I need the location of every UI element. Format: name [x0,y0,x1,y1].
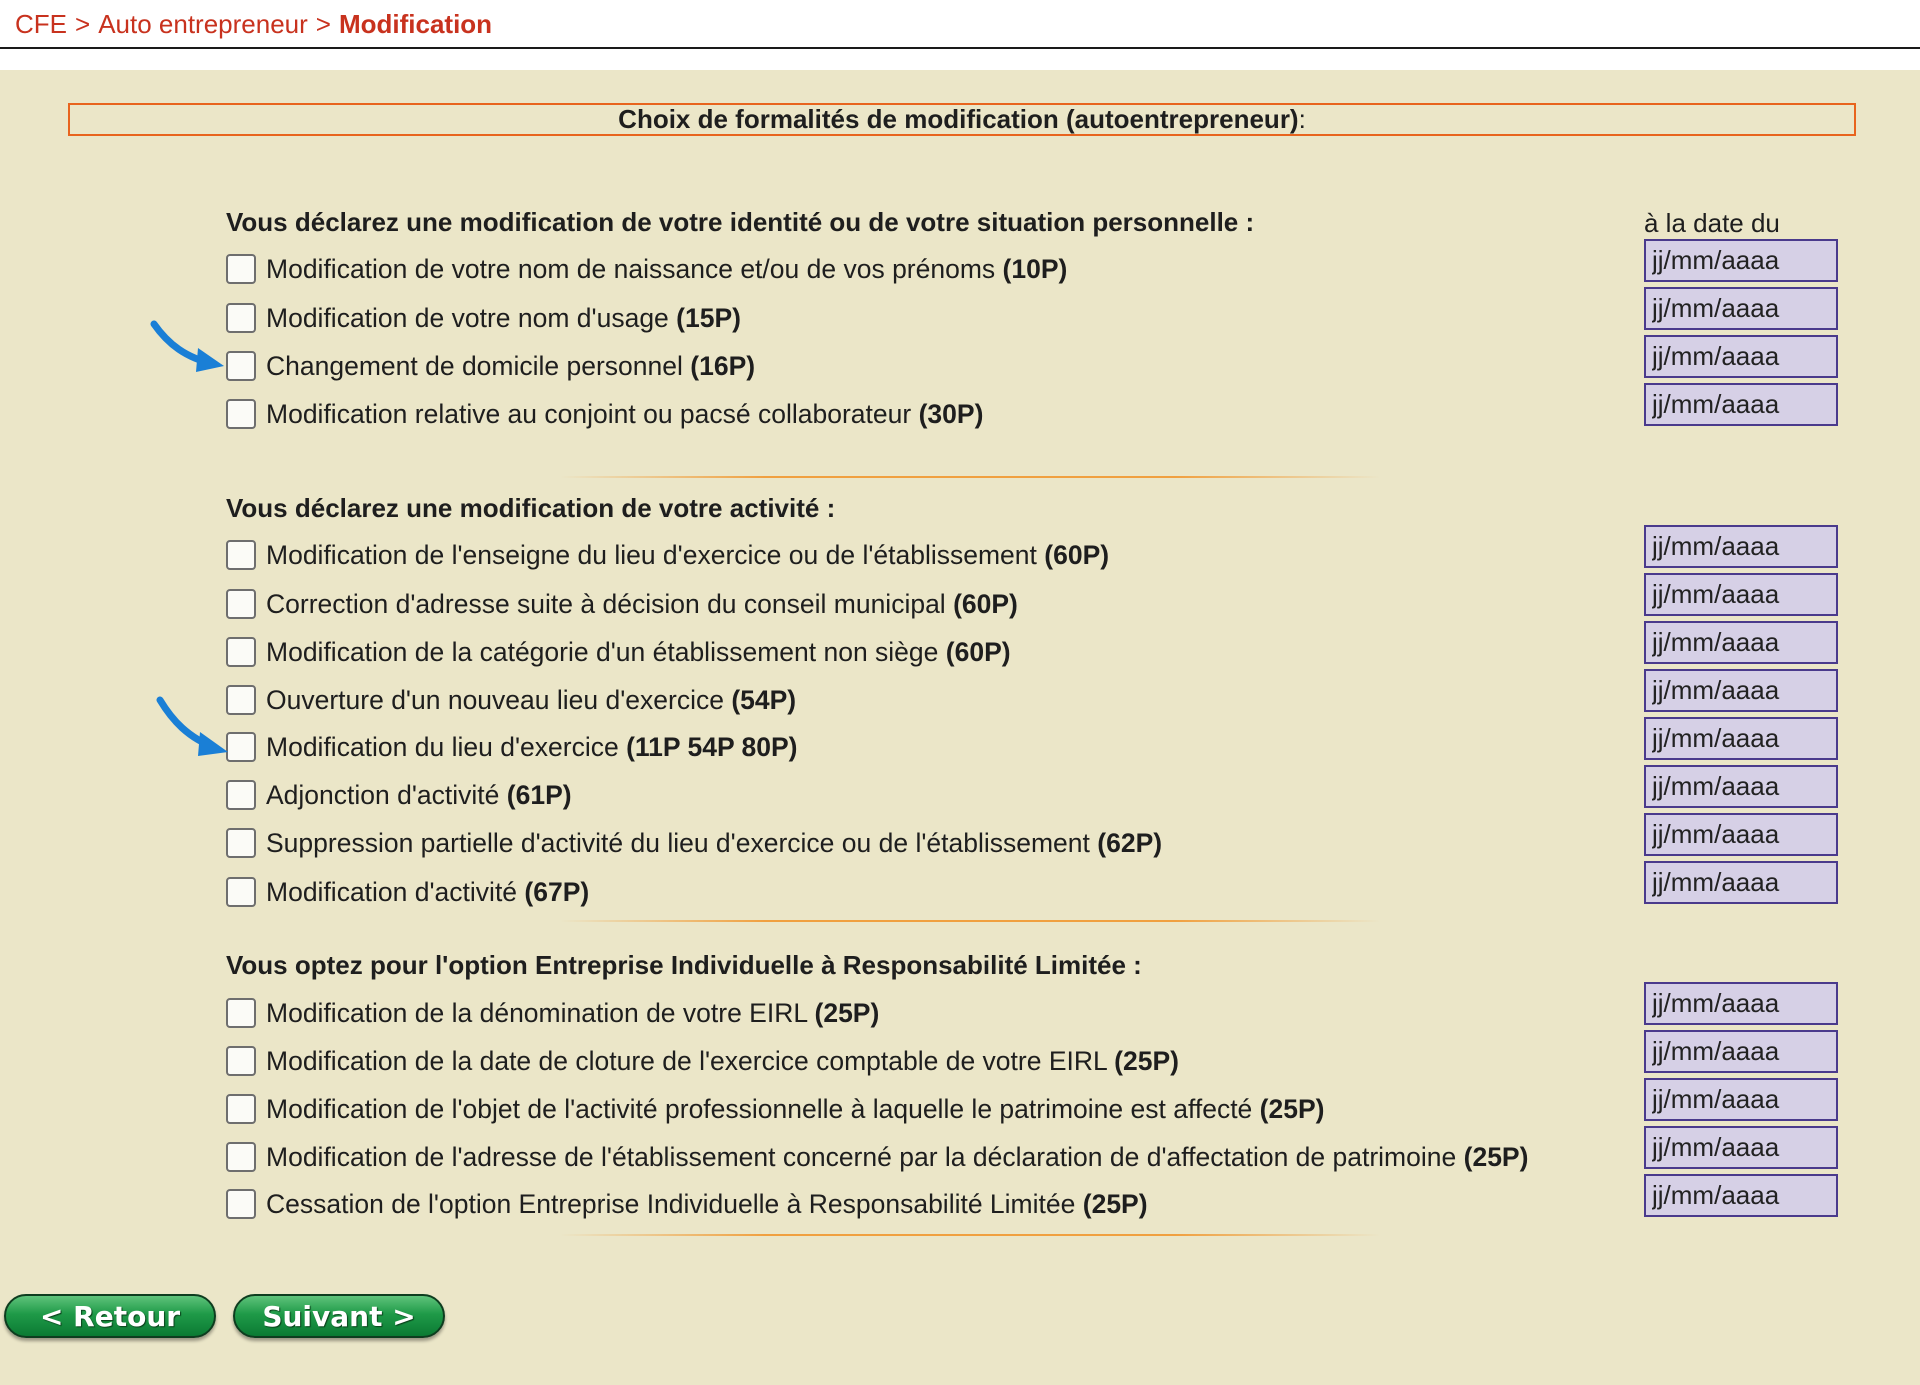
option-label: Modification de l'objet de l'activité professionnelle à laquelle le patrimoine est affecté [266,1093,1253,1124]
breadcrumb-cfe[interactable]: CFE [15,8,67,39]
annotation-arrow-icon [156,696,234,758]
option-code: (16P) [690,350,756,381]
option-row [226,823,1162,863]
option-code: (10P) [1002,253,1068,284]
option-label: Modification relative au conjoint ou pacsé collaborateur [266,398,912,429]
form-title-text: Choix de formalités de modification (autoentrepreneur) [618,104,1299,134]
option-label: Modification d'activité [266,876,518,907]
checkbox-15p[interactable] [226,303,256,333]
option-code: (30P) [918,398,984,429]
date-input-25p-cloture[interactable] [1644,1030,1838,1073]
checkbox-25p-denomination[interactable] [226,998,256,1028]
checkbox-10p[interactable] [226,254,256,284]
date-input-30p[interactable] [1644,383,1838,426]
breadcrumb-separator: > [315,8,331,39]
option-row [226,993,879,1033]
option-row [226,1041,1179,1081]
section-heading-eirl: Vous optez pour l'option Entreprise Individuelle à Responsabilité Limitée : [226,950,1142,980]
option-code: (67P) [524,876,590,907]
form-title [68,103,1856,136]
option-label: Adjonction d'activité [266,779,500,810]
checkbox-60p-enseigne[interactable] [226,540,256,570]
header-rule [0,47,1920,49]
breadcrumb-separator: > [75,8,91,39]
option-row [226,249,1067,289]
section-divider [560,1234,1380,1236]
date-input-54p[interactable] [1644,669,1838,712]
option-code: (25P) [1114,1045,1179,1076]
option-row [226,872,589,912]
option-label: Changement de domicile personnel [266,350,683,381]
option-code: (60P) [953,588,1018,619]
date-input-60p-categorie[interactable] [1644,621,1838,664]
option-row [226,1137,1528,1177]
date-input-10p[interactable] [1644,239,1838,282]
checkbox-30p[interactable] [226,399,256,429]
date-input-25p-cessation[interactable] [1644,1174,1838,1217]
date-input-11p-54p-80p[interactable] [1644,717,1838,760]
option-code: (11P 54P 80P) [626,731,798,762]
option-label: Modification de votre nom de naissance et/ou de vos prénoms [266,253,996,284]
next-button[interactable]: Suivant > [233,1294,445,1338]
date-input-16p[interactable] [1644,335,1838,378]
date-input-25p-denomination[interactable] [1644,982,1838,1025]
option-code: (62P) [1097,827,1163,858]
option-label: Suppression partielle d'activité du lieu d'exercice ou de l'établissement [266,827,1090,858]
option-label: Modification de l'enseigne du lieu d'exercice ou de l'établissement [266,539,1037,570]
option-row [226,394,983,434]
checkbox-25p-adresse[interactable] [226,1142,256,1172]
date-input-60p-adresse[interactable] [1644,573,1838,616]
option-label: Correction d'adresse suite à décision du conseil municipal [266,588,946,619]
option-code: (54P) [731,684,797,715]
date-input-67p[interactable] [1644,861,1838,904]
section-heading-activity: Vous déclarez une modification de votre activité : [226,493,836,523]
option-code: (60P) [1044,539,1110,570]
option-label: Modification de la dénomination de votre EIRL [266,997,808,1028]
option-code: (25P) [1463,1141,1529,1172]
option-label: Modification de la catégorie d'un établissement non siège [266,636,939,667]
option-label: Modification de la date de cloture de l'exercice comptable de votre EIRL [266,1045,1107,1076]
checkbox-67p[interactable] [226,877,256,907]
checkbox-25p-objet[interactable] [226,1094,256,1124]
date-input-62p[interactable] [1644,813,1838,856]
breadcrumb-current: Modification [338,8,493,39]
annotation-arrow-icon [150,318,230,374]
checkbox-25p-cessation[interactable] [226,1189,256,1219]
option-row [226,775,572,815]
section-divider [560,476,1380,478]
date-input-60p-enseigne[interactable] [1644,525,1838,568]
checkbox-60p-adresse[interactable] [226,589,256,619]
option-row [226,1089,1324,1129]
option-row [226,632,1011,672]
option-row [226,535,1109,575]
option-label: Ouverture d'un nouveau lieu d'exercice [266,684,724,715]
section-divider [560,920,1380,922]
breadcrumb [15,0,492,48]
option-label: Modification du lieu d'exercice [266,731,619,762]
checkbox-62p[interactable] [226,828,256,858]
checkbox-16p[interactable] [226,351,256,381]
date-input-15p[interactable] [1644,287,1838,330]
option-code: (60P) [945,636,1011,667]
section-heading-identity: Vous déclarez une modification de votre identité ou de votre situation personnelle : [226,207,1255,237]
option-code: (25P) [1082,1188,1148,1219]
option-row [226,346,755,386]
breadcrumb-auto-entrepreneur[interactable]: Auto entrepreneur [98,8,308,39]
option-code: (25P) [814,997,880,1028]
option-row [226,584,1018,624]
checkbox-60p-categorie[interactable] [226,637,256,667]
back-button[interactable]: < Retour [4,1294,216,1338]
option-row [226,727,798,767]
checkbox-25p-cloture[interactable] [226,1046,256,1076]
form-title-suffix: : [1298,104,1306,134]
option-code: (61P) [506,779,572,810]
option-row [226,680,796,720]
date-column-header: à la date du [1644,208,1780,238]
date-input-25p-objet[interactable] [1644,1078,1838,1121]
checkbox-61p[interactable] [226,780,256,810]
option-label: Modification de l'adresse de l'établissement concerné par la déclaration de d'affectation de patrimoine [266,1141,1457,1172]
option-label: Modification de votre nom d'usage [266,302,669,333]
option-code: (25P) [1259,1093,1325,1124]
date-input-25p-adresse[interactable] [1644,1126,1838,1169]
option-label: Cessation de l'option Entreprise Individuelle à Responsabilité Limitée [266,1188,1076,1219]
option-row [226,1184,1148,1224]
option-row [226,298,741,338]
date-input-61p[interactable] [1644,765,1838,808]
option-code: (15P) [676,302,741,333]
